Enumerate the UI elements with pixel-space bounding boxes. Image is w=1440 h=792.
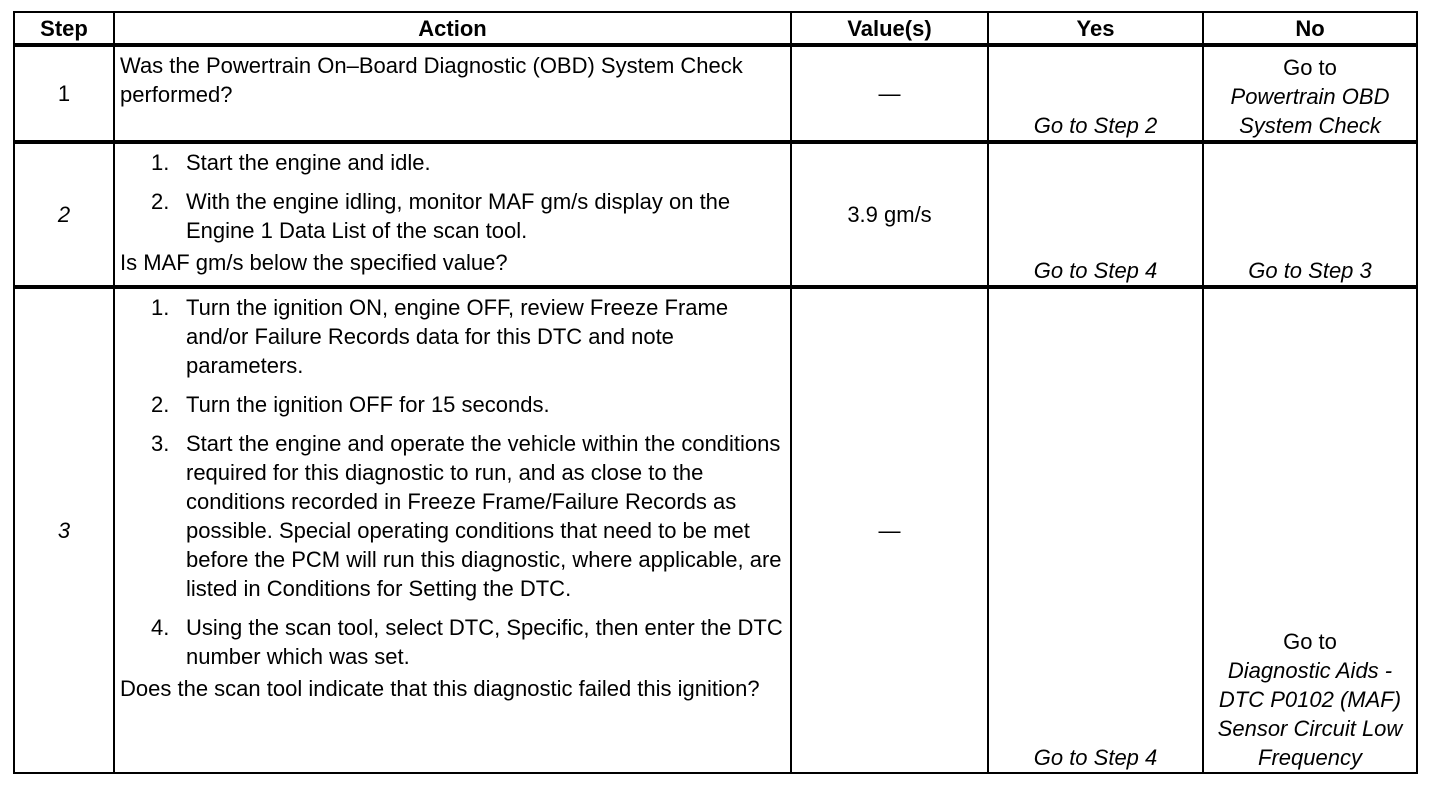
header-no: No	[1203, 12, 1417, 45]
action-steps-list	[120, 293, 784, 671]
header-row	[14, 12, 1417, 45]
list-item-text: Turn the ignition OFF for 15 seconds.	[186, 392, 550, 417]
action-cell	[114, 142, 791, 287]
no-cell	[1203, 287, 1417, 773]
no-link[interactable]: Powertrain OBD System Check	[1230, 84, 1390, 138]
yes-cell	[988, 287, 1203, 773]
list-item-number: 1.	[151, 150, 170, 175]
no-link[interactable]: Diagnostic Aids - DTC P0102 (MAF) Sensor Circuit Low Frequency	[1217, 658, 1403, 770]
list-item-text: Turn the ignition ON, engine OFF, review Freeze Frame and/or Failure Records data for this DTC and note parameters.	[186, 295, 729, 378]
list-item-number: 1.	[151, 295, 170, 320]
table-row-step-2	[14, 142, 1417, 287]
step-number: 1	[14, 45, 114, 142]
list-item-text: With the engine idling, monitor MAF gm/s display on the Engine 1 Data List of the scan tool.	[186, 189, 731, 243]
list-item	[120, 613, 784, 671]
action-question: Is MAF gm/s below the specified value?	[120, 250, 508, 275]
list-item	[120, 187, 784, 245]
header-action: Action	[114, 12, 791, 45]
header-values: Value(s)	[791, 12, 988, 45]
step-number: 2	[14, 142, 114, 287]
yes-link[interactable]: Go to Step 4	[1033, 745, 1158, 770]
list-item-number: 3.	[151, 431, 170, 456]
header-yes: Yes	[988, 12, 1203, 45]
yes-cell	[988, 45, 1203, 142]
list-item-text: Start the engine and operate the vehicle within the conditions required for this diagnostic to run, and as close to the conditions recorded in Freeze Frame/Failure Records as possible. Special operating conditions that need to be met before the PCM will run this diagnostic, where applicable, are listed in Conditions for Setting the DTC.	[186, 431, 782, 601]
value-text: —	[878, 518, 901, 543]
no-prefix: Go to	[1283, 55, 1337, 80]
value-cell	[791, 287, 988, 773]
list-item	[120, 390, 784, 419]
diagnostic-table	[13, 11, 1418, 774]
no-cell	[1203, 45, 1417, 142]
table-row-step-3	[14, 287, 1417, 773]
list-item	[120, 429, 784, 603]
action-steps-list	[120, 148, 784, 245]
value-text: 3.9 gm/s	[847, 202, 932, 227]
step-number: 3	[14, 287, 114, 773]
yes-link[interactable]: Go to Step 4	[1033, 258, 1158, 283]
no-prefix: Go to	[1283, 629, 1337, 654]
no-cell	[1203, 142, 1417, 287]
value-cell	[791, 142, 988, 287]
action-cell	[114, 287, 791, 773]
list-item-text: Using the scan tool, select DTC, Specific, then enter the DTC number which was set.	[186, 615, 783, 669]
action-cell	[114, 45, 791, 142]
yes-link[interactable]: Go to Step 2	[1033, 113, 1158, 138]
header-step: Step	[14, 12, 114, 45]
yes-cell	[988, 142, 1203, 287]
list-item	[120, 293, 784, 380]
table-row-step-1	[14, 45, 1417, 142]
action-question: Does the scan tool indicate that this diagnostic failed this ignition?	[120, 676, 760, 701]
value-text: —	[878, 81, 901, 106]
value-cell	[791, 45, 988, 142]
list-item	[120, 148, 784, 177]
list-item-text: Start the engine and idle.	[186, 150, 431, 175]
list-item-number: 4.	[151, 615, 170, 640]
no-link[interactable]: Go to Step 3	[1248, 258, 1372, 283]
list-item-number: 2.	[151, 392, 170, 417]
action-question: Was the Powertrain On–Board Diagnostic (OBD) System Check performed?	[120, 53, 743, 107]
list-item-number: 2.	[151, 189, 170, 214]
